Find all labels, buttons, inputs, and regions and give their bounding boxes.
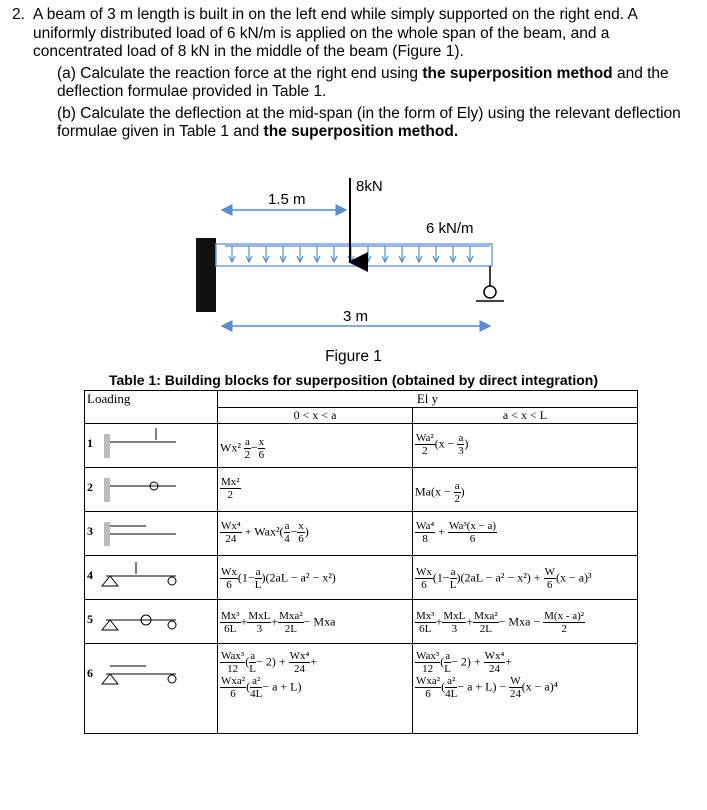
range-2: a < x < L — [413, 408, 638, 424]
loading-diagram-icon — [96, 600, 186, 640]
fixed-support — [196, 238, 216, 312]
span-label: 3 m — [343, 308, 369, 325]
loading-diagram-icon — [96, 556, 186, 596]
pin-support — [484, 286, 496, 298]
loading-diagram-icon — [96, 512, 186, 552]
half-span-label: 1.5 m — [268, 191, 306, 208]
part-b-bold: the superposition method. — [263, 123, 459, 140]
udl-label: 6 kN/m — [426, 220, 474, 237]
row-number: 3 — [87, 523, 93, 538]
row-number: 4 — [87, 567, 93, 582]
table-row: 4 $\frac{Wx}{6}$ (1− $\frac{a}{L}$ )(2aL − a² − x²) $\frac{Wx}{6}$ (1− $\frac{a}{L}$ )(2aL − a² − x²) + $\frac{W}{6}$ (x − a)³ — [85, 556, 638, 600]
row-number: 1 — [87, 435, 93, 450]
table-row: 5 $\frac{\text{Mx³}}{6L}$ + $\frac{\text{MxL}}{3}$ + $\frac{\text{Mxa²}}{2L}$ − Mxa $\frac{\text{Mx³}}{6L}$ + $\frac{\text{MxL}}{3}$ + $\frac{\text{Mxa²}}{2L}$ − Mxa − $\frac{\text{M(x - a)²}}{2}$ — [85, 600, 638, 644]
part-b-text: Calculate the deflection at the mid-span (in the form of Ely) using the relevant deflection formulae given in Table 1 and — [57, 104, 681, 140]
row-number: 5 — [87, 611, 93, 626]
row-number: 6 — [87, 665, 93, 680]
col-loading: Loading — [85, 391, 218, 408]
beam-figure — [0, 0, 707, 370]
part-a-bold: the superposition method — [422, 64, 613, 82]
point-load-label: 8kN — [356, 178, 383, 195]
table-row: 1 Wx² $\frac{a}{2}$ − $\frac{x}{6}$ $\frac{\text{Wa²}}{2}$ (x − $\frac{a}{3}$ ) — [85, 424, 638, 468]
table-row: 3 $\frac{\text{Wx⁴}}{24}$ + Wax²( $\frac{a}{4}$ − $\frac{x}{6}$ ) $\frac{\text{Wa⁴}}{8}$ + $\frac{\text{Wa³(x − a)}}{6}$ — [85, 512, 638, 556]
loading-diagram-icon — [96, 644, 186, 704]
question-number: 2. — [12, 6, 25, 23]
loading-diagram-icon — [96, 424, 186, 464]
col-ely: El y — [218, 391, 638, 408]
table-caption: Table 1: Building blocks for superposition (obtained by direct integration) — [109, 372, 598, 388]
table-row: 2 $\frac{\text{Mx²}}{2}$ Ma(x − $\frac{a}{2}$ ) — [85, 468, 638, 512]
part-a-tail: and the deflection formulae provided in Table 1. — [57, 64, 669, 100]
part-a-label: (a) — [57, 64, 76, 82]
row-number: 2 — [87, 479, 93, 494]
table-row: 6 $\frac{\text{Wax³}}{12}$ ( $\frac{a}{L}$ − 2) + $\frac{\text{Wx⁴}}{24}$ + $\frac{\text{Wxa²}}{6}$ ( $\frac{\text{a²}}{4L}$ − a + L) $\frac{\text{Wax³}}{12}$ ( $\frac{a}{L}$ − 2) + $\frac{\text{Wx⁴}}{24}$ + $\frac{\text{Wxa²}}{6}$ ( $\frac{\text{a²}}{4L}$ − a + L) − $\frac{W}{24}$ (x − a)⁴ — [85, 644, 638, 734]
part-a-text: Calculate the reaction force at the right end using — [80, 64, 423, 82]
loading-diagram-icon — [96, 468, 186, 508]
part-b-label: (b) — [57, 104, 76, 122]
question-intro: A beam of 3 m length is built in on the left end while simply supported on the right end. A uniformly distributed load of 6 kN/m is applied on the whole span of the beam, and a concentrated load of 8 kN in the middle of the beam (Figure 1). — [33, 6, 638, 60]
range-1: 0 < x < a — [218, 408, 413, 424]
figure-caption: Figure 1 — [325, 348, 382, 365]
beam — [216, 244, 492, 266]
superposition-table — [84, 390, 638, 734]
